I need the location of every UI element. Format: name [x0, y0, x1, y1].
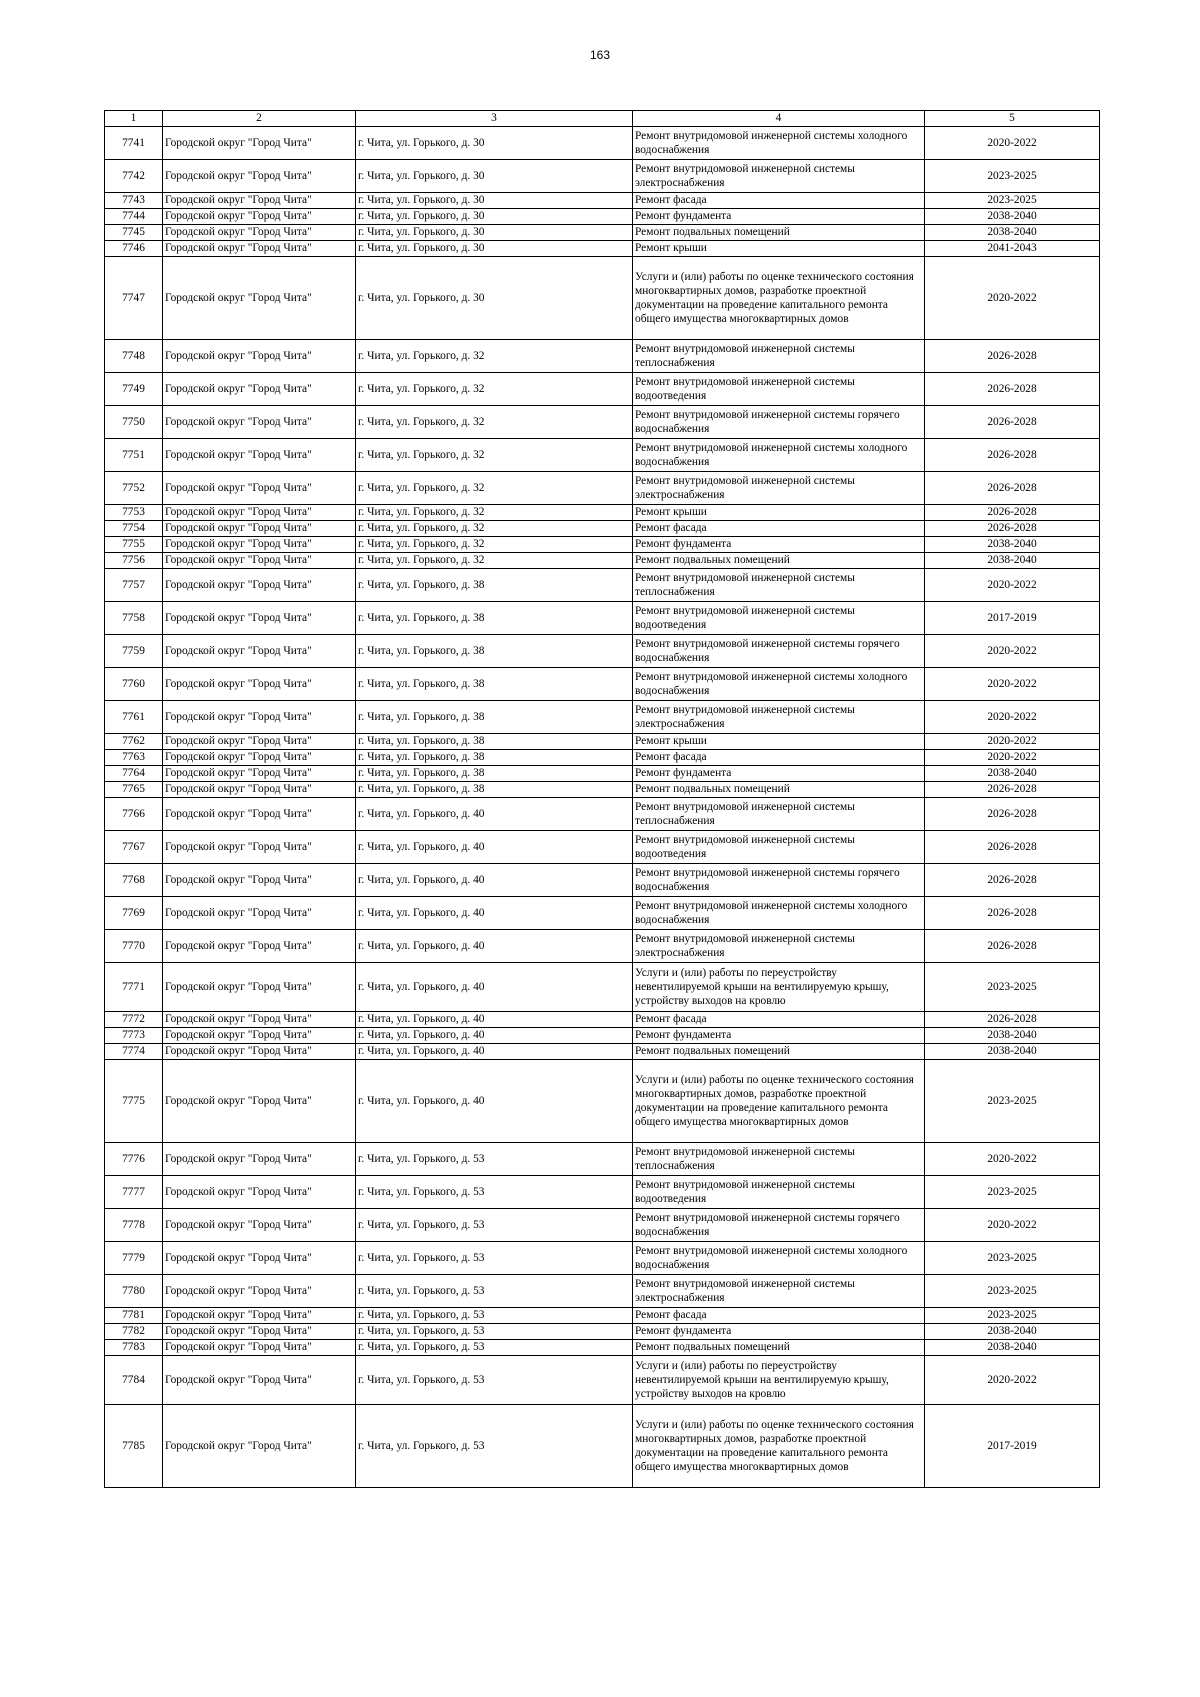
period-cell: 2017-2019	[925, 602, 1100, 635]
municipality-cell: Городской округ "Город Чита"	[163, 521, 356, 537]
address-cell: г. Чита, ул. Горького, д. 53	[356, 1324, 633, 1340]
period-cell: 2020-2022	[925, 668, 1100, 701]
row-number: 7749	[105, 373, 163, 406]
work-type-cell: Ремонт фасада	[633, 1012, 925, 1028]
work-type-cell: Ремонт внутридомовой инженерной системы холодного водоснабжения	[633, 897, 925, 930]
table-row	[105, 406, 1100, 439]
municipality-cell: Городской округ "Город Чита"	[163, 701, 356, 734]
work-type-cell: Ремонт внутридомовой инженерной системы холодного водоснабжения	[633, 127, 925, 160]
municipality-cell: Городской округ "Город Чита"	[163, 127, 356, 160]
table-row	[105, 668, 1100, 701]
work-type-cell: Ремонт внутридомовой инженерной системы холодного водоснабжения	[633, 668, 925, 701]
period-cell: 2023-2025	[925, 963, 1100, 1012]
work-type-cell: Ремонт внутридомовой инженерной системы теплоснабжения	[633, 569, 925, 602]
municipality-cell: Городской округ "Город Чита"	[163, 569, 356, 602]
period-cell: 2020-2022	[925, 1143, 1100, 1176]
municipality-cell: Городской округ "Город Чита"	[163, 602, 356, 635]
period-cell: 2026-2028	[925, 798, 1100, 831]
row-number: 7784	[105, 1356, 163, 1405]
row-number: 7779	[105, 1242, 163, 1275]
address-cell: г. Чита, ул. Горького, д. 53	[356, 1176, 633, 1209]
row-number: 7742	[105, 160, 163, 193]
row-number: 7776	[105, 1143, 163, 1176]
address-cell: г. Чита, ул. Горького, д. 30	[356, 257, 633, 340]
address-cell: г. Чита, ул. Горького, д. 40	[356, 798, 633, 831]
row-number: 7777	[105, 1176, 163, 1209]
municipality-cell: Городской округ "Город Чита"	[163, 373, 356, 406]
row-number: 7762	[105, 734, 163, 750]
table-row	[105, 930, 1100, 963]
municipality-cell: Городской округ "Город Чита"	[163, 831, 356, 864]
period-cell: 2020-2022	[925, 257, 1100, 340]
period-cell: 2023-2025	[925, 1275, 1100, 1308]
table-row	[105, 1356, 1100, 1405]
period-cell: 2017-2019	[925, 1405, 1100, 1488]
row-number: 7770	[105, 930, 163, 963]
address-cell: г. Чита, ул. Горького, д. 38	[356, 766, 633, 782]
table-row	[105, 750, 1100, 766]
municipality-cell: Городской округ "Город Чита"	[163, 635, 356, 668]
row-number: 7775	[105, 1060, 163, 1143]
work-type-cell: Ремонт внутридомовой инженерной системы горячего водоснабжения	[633, 1209, 925, 1242]
address-cell: г. Чита, ул. Горького, д. 32	[356, 537, 633, 553]
table-row	[105, 537, 1100, 553]
municipality-cell: Городской округ "Город Чита"	[163, 225, 356, 241]
period-cell: 2038-2040	[925, 1324, 1100, 1340]
period-cell: 2026-2028	[925, 521, 1100, 537]
work-type-cell: Услуги и (или) работы по переустройству невентилируемой крыши на вентилируемую крышу, устройству выходов на кровлю	[633, 963, 925, 1012]
period-cell: 2020-2022	[925, 734, 1100, 750]
work-type-cell: Ремонт подвальных помещений	[633, 1044, 925, 1060]
table-row	[105, 602, 1100, 635]
work-type-cell: Ремонт внутридомовой инженерной системы электроснабжения	[633, 701, 925, 734]
work-type-cell: Ремонт подвальных помещений	[633, 553, 925, 569]
table-row	[105, 782, 1100, 798]
address-cell: г. Чита, ул. Горького, д. 53	[356, 1275, 633, 1308]
table-row	[105, 831, 1100, 864]
municipality-cell: Городской округ "Город Чита"	[163, 537, 356, 553]
municipality-cell: Городской округ "Город Чита"	[163, 734, 356, 750]
address-cell: г. Чита, ул. Горького, д. 30	[356, 225, 633, 241]
work-type-cell: Ремонт подвальных помещений	[633, 1340, 925, 1356]
work-type-cell: Ремонт внутридомовой инженерной системы холодного водоснабжения	[633, 439, 925, 472]
table-row	[105, 1176, 1100, 1209]
municipality-cell: Городской округ "Город Чита"	[163, 1242, 356, 1275]
address-cell: г. Чита, ул. Горького, д. 30	[356, 209, 633, 225]
row-number: 7745	[105, 225, 163, 241]
row-number: 7760	[105, 668, 163, 701]
work-type-cell: Ремонт фасада	[633, 193, 925, 209]
municipality-cell: Городской округ "Город Чита"	[163, 1060, 356, 1143]
address-cell: г. Чита, ул. Горького, д. 53	[356, 1356, 633, 1405]
work-type-cell: Ремонт фундамента	[633, 1324, 925, 1340]
address-cell: г. Чита, ул. Горького, д. 40	[356, 930, 633, 963]
municipality-cell: Городской округ "Город Чита"	[163, 1340, 356, 1356]
work-type-cell: Ремонт внутридомовой инженерной системы водоотведения	[633, 831, 925, 864]
table-row	[105, 1405, 1100, 1488]
row-number: 7748	[105, 340, 163, 373]
period-cell: 2026-2028	[925, 831, 1100, 864]
work-type-cell: Ремонт подвальных помещений	[633, 225, 925, 241]
table-row	[105, 373, 1100, 406]
period-cell: 2026-2028	[925, 472, 1100, 505]
table-row	[105, 1044, 1100, 1060]
table-row	[105, 257, 1100, 340]
table-row	[105, 1060, 1100, 1143]
municipality-cell: Городской округ "Город Чита"	[163, 1405, 356, 1488]
work-type-cell: Ремонт внутридомовой инженерной системы электроснабжения	[633, 1275, 925, 1308]
table-row	[105, 209, 1100, 225]
municipality-cell: Городской округ "Город Чита"	[163, 750, 356, 766]
row-number: 7767	[105, 831, 163, 864]
row-number: 7771	[105, 963, 163, 1012]
table-row	[105, 766, 1100, 782]
period-cell: 2026-2028	[925, 864, 1100, 897]
row-number: 7772	[105, 1012, 163, 1028]
table-row	[105, 635, 1100, 668]
header-col-4: 4	[633, 111, 925, 127]
period-cell: 2026-2028	[925, 373, 1100, 406]
work-type-cell: Услуги и (или) работы по оценке технического состояния многоквартирных домов, разработке проектной документации на проведение капитального ремонта общего имущества многоквартирных домов	[633, 1060, 925, 1143]
work-type-cell: Ремонт крыши	[633, 241, 925, 257]
period-cell: 2023-2025	[925, 1176, 1100, 1209]
period-cell: 2026-2028	[925, 439, 1100, 472]
period-cell: 2038-2040	[925, 209, 1100, 225]
period-cell: 2026-2028	[925, 930, 1100, 963]
work-type-cell: Услуги и (или) работы по оценке технического состояния многоквартирных домов, разработке проектной документации на проведение капитального ремонта общего имущества многоквартирных домов	[633, 1405, 925, 1488]
address-cell: г. Чита, ул. Горького, д. 38	[356, 750, 633, 766]
work-type-cell: Ремонт внутридомовой инженерной системы водоотведения	[633, 602, 925, 635]
period-cell: 2026-2028	[925, 1012, 1100, 1028]
municipality-cell: Городской округ "Город Чита"	[163, 1143, 356, 1176]
address-cell: г. Чита, ул. Горького, д. 32	[356, 505, 633, 521]
municipality-cell: Городской округ "Город Чита"	[163, 472, 356, 505]
address-cell: г. Чита, ул. Горького, д. 40	[356, 897, 633, 930]
table-row	[105, 798, 1100, 831]
period-cell: 2023-2025	[925, 160, 1100, 193]
period-cell: 2038-2040	[925, 1044, 1100, 1060]
table-row	[105, 1308, 1100, 1324]
row-number: 7778	[105, 1209, 163, 1242]
row-number: 7781	[105, 1308, 163, 1324]
table-row	[105, 553, 1100, 569]
period-cell: 2026-2028	[925, 782, 1100, 798]
address-cell: г. Чита, ул. Горького, д. 30	[356, 127, 633, 160]
work-type-cell: Ремонт фундамента	[633, 766, 925, 782]
row-number: 7753	[105, 505, 163, 521]
row-number: 7768	[105, 864, 163, 897]
municipality-cell: Городской округ "Город Чита"	[163, 864, 356, 897]
address-cell: г. Чита, ул. Горького, д. 53	[356, 1405, 633, 1488]
table-row	[105, 193, 1100, 209]
address-cell: г. Чита, ул. Горького, д. 40	[356, 963, 633, 1012]
period-cell: 2038-2040	[925, 766, 1100, 782]
row-number: 7763	[105, 750, 163, 766]
address-cell: г. Чита, ул. Горького, д. 32	[356, 373, 633, 406]
table-row	[105, 1209, 1100, 1242]
address-cell: г. Чита, ул. Горького, д. 38	[356, 668, 633, 701]
row-number: 7752	[105, 472, 163, 505]
row-number: 7773	[105, 1028, 163, 1044]
row-number: 7754	[105, 521, 163, 537]
municipality-cell: Городской округ "Город Чита"	[163, 1044, 356, 1060]
work-type-cell: Ремонт внутридомовой инженерной системы холодного водоснабжения	[633, 1242, 925, 1275]
municipality-cell: Городской округ "Город Чита"	[163, 1176, 356, 1209]
table-row	[105, 1143, 1100, 1176]
work-type-cell: Ремонт крыши	[633, 734, 925, 750]
period-cell: 2026-2028	[925, 406, 1100, 439]
period-cell: 2023-2025	[925, 1060, 1100, 1143]
municipality-cell: Городской округ "Город Чита"	[163, 782, 356, 798]
period-cell: 2020-2022	[925, 1356, 1100, 1405]
table-header-row	[105, 111, 1100, 127]
row-number: 7761	[105, 701, 163, 734]
period-cell: 2038-2040	[925, 225, 1100, 241]
period-cell: 2026-2028	[925, 897, 1100, 930]
municipality-cell: Городской округ "Город Чита"	[163, 1324, 356, 1340]
address-cell: г. Чита, ул. Горького, д. 40	[356, 1028, 633, 1044]
row-number: 7747	[105, 257, 163, 340]
row-number: 7755	[105, 537, 163, 553]
header-col-5: 5	[925, 111, 1100, 127]
table-row	[105, 505, 1100, 521]
period-cell: 2023-2025	[925, 1242, 1100, 1275]
table-row	[105, 472, 1100, 505]
table-row	[105, 225, 1100, 241]
municipality-cell: Городской округ "Город Чита"	[163, 193, 356, 209]
row-number: 7743	[105, 193, 163, 209]
municipality-cell: Городской округ "Город Чита"	[163, 241, 356, 257]
table-row	[105, 864, 1100, 897]
period-cell: 2038-2040	[925, 553, 1100, 569]
municipality-cell: Городской округ "Город Чита"	[163, 406, 356, 439]
period-cell: 2038-2040	[925, 1028, 1100, 1044]
table-row	[105, 1340, 1100, 1356]
row-number: 7757	[105, 569, 163, 602]
work-type-cell: Ремонт внутридомовой инженерной системы водоотведения	[633, 373, 925, 406]
address-cell: г. Чита, ул. Горького, д. 38	[356, 569, 633, 602]
row-number: 7758	[105, 602, 163, 635]
period-cell: 2038-2040	[925, 1340, 1100, 1356]
header-col-2: 2	[163, 111, 356, 127]
work-type-cell: Ремонт внутридомовой инженерной системы электроснабжения	[633, 472, 925, 505]
header-col-3: 3	[356, 111, 633, 127]
address-cell: г. Чита, ул. Горького, д. 30	[356, 241, 633, 257]
municipality-cell: Городской округ "Город Чита"	[163, 1012, 356, 1028]
table-row	[105, 963, 1100, 1012]
municipality-cell: Городской округ "Город Чита"	[163, 257, 356, 340]
table-row	[105, 701, 1100, 734]
row-number: 7741	[105, 127, 163, 160]
capital-repair-table	[104, 110, 1100, 1488]
row-number: 7746	[105, 241, 163, 257]
address-cell: г. Чита, ул. Горького, д. 38	[356, 701, 633, 734]
address-cell: г. Чита, ул. Горького, д. 32	[356, 340, 633, 373]
table-row	[105, 1275, 1100, 1308]
municipality-cell: Городской округ "Город Чита"	[163, 897, 356, 930]
work-type-cell: Ремонт фасада	[633, 521, 925, 537]
address-cell: г. Чита, ул. Горького, д. 40	[356, 1060, 633, 1143]
row-number: 7769	[105, 897, 163, 930]
page-number: 163	[589, 48, 611, 62]
work-type-cell: Ремонт внутридомовой инженерной системы теплоснабжения	[633, 798, 925, 831]
period-cell: 2023-2025	[925, 193, 1100, 209]
work-type-cell: Ремонт внутридомовой инженерной системы горячего водоснабжения	[633, 864, 925, 897]
work-type-cell: Ремонт крыши	[633, 505, 925, 521]
work-type-cell: Ремонт внутридомовой инженерной системы электроснабжения	[633, 160, 925, 193]
period-cell: 2020-2022	[925, 1209, 1100, 1242]
table-row	[105, 1324, 1100, 1340]
address-cell: г. Чита, ул. Горького, д. 32	[356, 472, 633, 505]
address-cell: г. Чита, ул. Горького, д. 53	[356, 1209, 633, 1242]
table-body	[105, 127, 1100, 1488]
period-cell: 2020-2022	[925, 701, 1100, 734]
period-cell: 2020-2022	[925, 750, 1100, 766]
row-number: 7750	[105, 406, 163, 439]
address-cell: г. Чита, ул. Горького, д. 38	[356, 602, 633, 635]
address-cell: г. Чита, ул. Горького, д. 53	[356, 1308, 633, 1324]
address-cell: г. Чита, ул. Горького, д. 40	[356, 1012, 633, 1028]
address-cell: г. Чита, ул. Горького, д. 53	[356, 1242, 633, 1275]
municipality-cell: Городской округ "Город Чита"	[163, 963, 356, 1012]
municipality-cell: Городской округ "Город Чита"	[163, 439, 356, 472]
work-type-cell: Ремонт фундамента	[633, 537, 925, 553]
period-cell: 2041-2043	[925, 241, 1100, 257]
address-cell: г. Чита, ул. Горького, д. 38	[356, 635, 633, 668]
municipality-cell: Городской округ "Город Чита"	[163, 1209, 356, 1242]
address-cell: г. Чита, ул. Горького, д. 53	[356, 1143, 633, 1176]
table-row	[105, 439, 1100, 472]
address-cell: г. Чита, ул. Горького, д. 38	[356, 734, 633, 750]
address-cell: г. Чита, ул. Горького, д. 38	[356, 782, 633, 798]
municipality-cell: Городской округ "Город Чита"	[163, 930, 356, 963]
period-cell: 2026-2028	[925, 340, 1100, 373]
row-number: 7780	[105, 1275, 163, 1308]
row-number: 7744	[105, 209, 163, 225]
municipality-cell: Городской округ "Город Чита"	[163, 668, 356, 701]
header-col-1: 1	[105, 111, 163, 127]
municipality-cell: Городской округ "Город Чита"	[163, 553, 356, 569]
row-number: 7766	[105, 798, 163, 831]
table-row	[105, 1242, 1100, 1275]
row-number: 7764	[105, 766, 163, 782]
work-type-cell: Ремонт фасада	[633, 1308, 925, 1324]
address-cell: г. Чита, ул. Горького, д. 32	[356, 553, 633, 569]
address-cell: г. Чита, ул. Горького, д. 40	[356, 864, 633, 897]
row-number: 7782	[105, 1324, 163, 1340]
municipality-cell: Городской округ "Город Чита"	[163, 209, 356, 225]
period-cell: 2038-2040	[925, 537, 1100, 553]
period-cell: 2023-2025	[925, 1308, 1100, 1324]
work-type-cell: Ремонт подвальных помещений	[633, 782, 925, 798]
work-type-cell: Услуги и (или) работы по переустройству невентилируемой крыши на вентилируемую крышу, устройству выходов на кровлю	[633, 1356, 925, 1405]
table-row	[105, 160, 1100, 193]
row-number: 7783	[105, 1340, 163, 1356]
municipality-cell: Городской округ "Город Чита"	[163, 160, 356, 193]
period-cell: 2020-2022	[925, 569, 1100, 602]
row-number: 7765	[105, 782, 163, 798]
period-cell: 2020-2022	[925, 635, 1100, 668]
address-cell: г. Чита, ул. Горького, д. 30	[356, 160, 633, 193]
work-type-cell: Ремонт внутридомовой инженерной системы электроснабжения	[633, 930, 925, 963]
municipality-cell: Городской округ "Город Чита"	[163, 340, 356, 373]
row-number: 7774	[105, 1044, 163, 1060]
work-type-cell: Ремонт внутридомовой инженерной системы теплоснабжения	[633, 340, 925, 373]
table-row	[105, 569, 1100, 602]
work-type-cell: Ремонт фасада	[633, 750, 925, 766]
table-row	[105, 340, 1100, 373]
work-type-cell: Ремонт внутридомовой инженерной системы горячего водоснабжения	[633, 635, 925, 668]
address-cell: г. Чита, ул. Горького, д. 32	[356, 439, 633, 472]
address-cell: г. Чита, ул. Горького, д. 32	[356, 406, 633, 439]
row-number: 7759	[105, 635, 163, 668]
work-type-cell: Ремонт внутридомовой инженерной системы теплоснабжения	[633, 1143, 925, 1176]
row-number: 7756	[105, 553, 163, 569]
table-row	[105, 521, 1100, 537]
municipality-cell: Городской округ "Город Чита"	[163, 1275, 356, 1308]
work-type-cell: Услуги и (или) работы по оценке технического состояния многоквартирных домов, разработке проектной документации на проведение капитального ремонта общего имущества многоквартирных домов	[633, 257, 925, 340]
period-cell: 2026-2028	[925, 505, 1100, 521]
address-cell: г. Чита, ул. Горького, д. 40	[356, 831, 633, 864]
address-cell: г. Чита, ул. Горького, д. 32	[356, 521, 633, 537]
table-row	[105, 897, 1100, 930]
municipality-cell: Городской округ "Город Чита"	[163, 505, 356, 521]
table-row	[105, 1012, 1100, 1028]
table-row	[105, 1028, 1100, 1044]
period-cell: 2020-2022	[925, 127, 1100, 160]
work-type-cell: Ремонт внутридомовой инженерной системы горячего водоснабжения	[633, 406, 925, 439]
address-cell: г. Чита, ул. Горького, д. 30	[356, 193, 633, 209]
municipality-cell: Городской округ "Город Чита"	[163, 798, 356, 831]
municipality-cell: Городской округ "Город Чита"	[163, 1308, 356, 1324]
table-row	[105, 734, 1100, 750]
table-row	[105, 127, 1100, 160]
table-row	[105, 241, 1100, 257]
address-cell: г. Чита, ул. Горького, д. 40	[356, 1044, 633, 1060]
address-cell: г. Чита, ул. Горького, д. 53	[356, 1340, 633, 1356]
municipality-cell: Городской округ "Город Чита"	[163, 766, 356, 782]
work-type-cell: Ремонт фундамента	[633, 1028, 925, 1044]
row-number: 7751	[105, 439, 163, 472]
work-type-cell: Ремонт фундамента	[633, 209, 925, 225]
municipality-cell: Городской округ "Город Чита"	[163, 1356, 356, 1405]
municipality-cell: Городской округ "Город Чита"	[163, 1028, 356, 1044]
work-type-cell: Ремонт внутридомовой инженерной системы водоотведения	[633, 1176, 925, 1209]
row-number: 7785	[105, 1405, 163, 1488]
